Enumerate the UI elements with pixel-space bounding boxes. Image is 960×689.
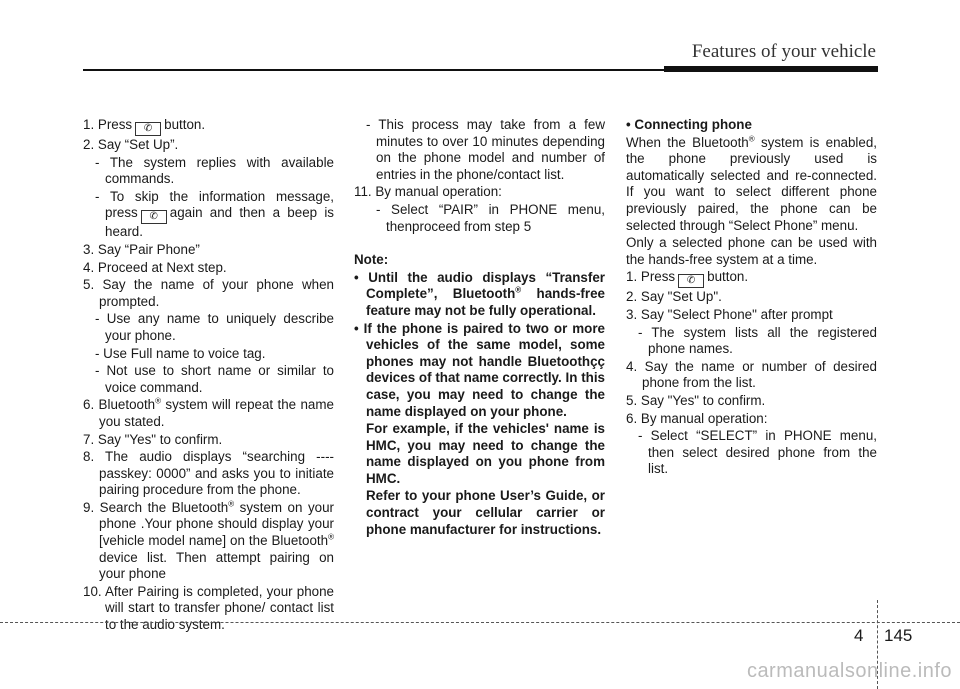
watermark: carmanualsonline.info <box>746 660 952 682</box>
step-10-sub: - This process may take from a few minutes to over 10 minutes depending on the phone model and number of entries in the phone/contact list. <box>366 117 605 182</box>
connect-step-6: 6. By manual operation: <box>626 410 768 426</box>
connect-step-6-sub: - Select “SELECT” in PHONE menu, then select desired phone from the list. <box>638 428 877 477</box>
paragraph-1: When the Bluetooth® system is enabled, the phone previously used is automatically selected and re-connected. If you want to select different phone previously paired, the phone can be selected through “Select Phone” menu. <box>626 134 877 233</box>
connect-step-5: 5. Say "Yes" to confirm. <box>626 392 766 408</box>
connect-step-2: 2. Say "Set Up". <box>626 289 722 305</box>
connect-step-4: 4. Say the name or number of desired phone from the list. <box>626 358 877 391</box>
page-number: 145 <box>884 626 913 645</box>
note-1: • Until the audio displays “Transfer Complete”, Bluetooth® hands-free feature may not be fully operational. <box>354 269 605 318</box>
step-1: 1. Press ✆ button. <box>83 117 206 134</box>
step-5: 5. Say the name of your phone when prompted. <box>83 277 334 309</box>
step-3: 3. Say “Pair Phone” <box>83 241 200 257</box>
step-5-sub-1: - Use any name to uniquely describe your phone. <box>95 311 334 343</box>
note-2-example: For example, if the vehicles' name is HMC, you may need to change the name displayed on you phone from HMC. <box>366 421 605 486</box>
column-3 <box>626 117 877 479</box>
column-1 <box>83 117 334 635</box>
phone-hook-icon: ✆ <box>135 122 161 136</box>
phone-hook-icon: ✆ <box>678 274 704 288</box>
step-11: 11. By manual operation: <box>354 184 502 200</box>
step-7: 7. Say "Yes" to confirm. <box>83 431 223 447</box>
note-2: • If the phone is paired to two or more vehicles of the same model, some phones may not handle Bluetoothçç devices of that name correctly. In this case, you may need to change the name displayed on your phone. <box>354 320 605 419</box>
step-5-sub-3: - Not use to short name or similar to voice command. <box>95 363 334 395</box>
step-9: 9. Search the Bluetooth® system on your phone .Your phone should display your [vehicle model name] on the Bluetooth® device list. Then attempt pairing on your phone <box>83 499 334 582</box>
section-heading: • Connecting phone <box>626 117 752 132</box>
note-2-refer: Refer to your phone User’s Guide, or contract your cellular carrier or phone manufacturer for instructions. <box>366 488 605 537</box>
step-11-sub: - Select “PAIR” in PHONE menu, thenproceed from step 5 <box>376 201 605 234</box>
chapter-number: 4 <box>854 626 864 645</box>
step-2: 2. Say “Set Up”. <box>83 137 179 152</box>
step-5-sub-2: - Use Full name to voice tag. <box>95 345 266 361</box>
connect-step-3: 3. Say "Select Phone" after prompt <box>626 306 833 322</box>
header-bar <box>664 66 878 72</box>
step-2-sub-1: - The system replies with available commands. <box>95 154 334 187</box>
note-label: Note: <box>354 252 389 268</box>
paragraph-2: Only a selected phone can be used with the hands-free system at a time. <box>626 235 877 267</box>
step-6: 6. Bluetooth® system will repeat the name you stated. <box>83 396 334 429</box>
connect-step-1: 1. Press ✆ button. <box>626 269 749 287</box>
step-8: 8. The audio displays “searching ---- passkey: 0000” and asks you to initiate pairing procedure from the phone. <box>83 449 334 498</box>
connect-step-3-sub: - The system lists all the registered phone names. <box>638 324 877 357</box>
step-2-sub-2: - To skip the information message, press ✆ again and then a beep is heard. <box>95 188 334 240</box>
step-10: 10. After Pairing is completed, your phone will start to transfer phone/ contact list to the audio system. <box>83 583 334 633</box>
step-4: 4. Proceed at Next step. <box>83 259 227 275</box>
phone-hook-icon: ✆ <box>141 210 167 224</box>
running-header: Features of your vehicle <box>691 41 876 62</box>
footer-rule <box>0 622 960 623</box>
column-2 <box>354 117 605 539</box>
